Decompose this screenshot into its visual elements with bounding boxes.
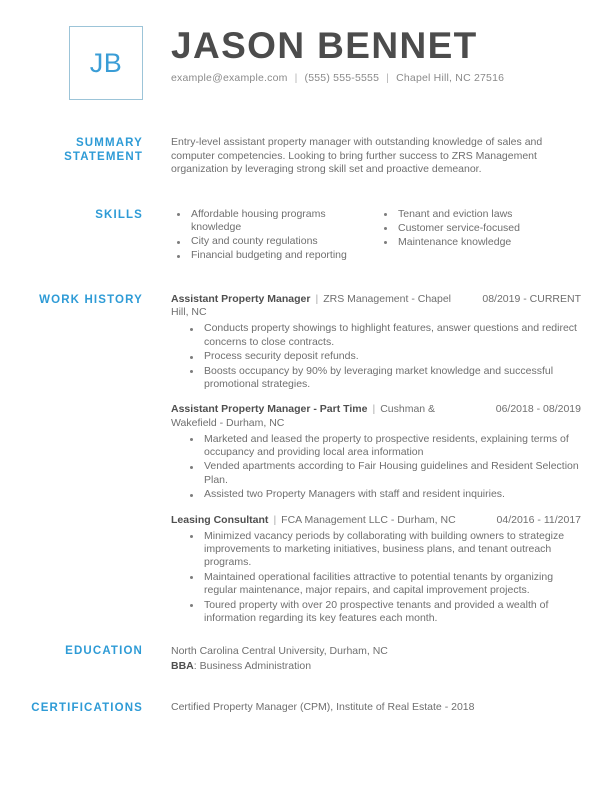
job-company: ZRS Management - Chapel Hill, NC: [171, 293, 452, 319]
education-degree: [171, 659, 581, 674]
monogram-initials: JB: [89, 47, 123, 78]
list-item: Maintained operational facilities attractive to potential tenants by organizing regular maintenance, major repairs, and capital improvement projects.: [171, 571, 581, 598]
education-degree-field: : Business Administration: [193, 660, 312, 672]
contact-line: [171, 72, 504, 84]
job-title: Assistant Property Manager - Part Time: [171, 403, 368, 416]
job-header: [171, 403, 581, 430]
job-title: Assistant Property Manager: [171, 293, 311, 305]
job-company: FCA Management LLC - Durham, NC: [281, 513, 456, 526]
resume-header: [0, 0, 612, 118]
work-history-entry: [171, 514, 581, 626]
job-dates: 06/2018 - 08/2019: [495, 403, 581, 416]
list-item: Tenant and eviction laws: [376, 208, 581, 221]
contact-email: example@example.com: [171, 72, 288, 84]
list-item: Marketed and leased the property to prospective residents, explaining terms of occupancy and providing local area information: [171, 433, 581, 460]
skills-list-right: [376, 208, 581, 249]
list-item: Customer service-focused: [376, 222, 581, 235]
job-header: [171, 514, 581, 527]
work-history-entry: [171, 403, 581, 501]
section-label-summary-line2: STATEMENT: [64, 151, 143, 163]
list-item: Financial budgeting and reporting: [171, 249, 376, 262]
job-bullets: [171, 530, 581, 626]
job-separator: |: [372, 403, 376, 416]
certification-text: Certified Property Manager (CPM), Institute of Real Estate - 2018: [171, 701, 475, 713]
section-label-work-history: WORK HISTORY: [39, 294, 143, 306]
job-title: Leasing Consultant: [171, 513, 269, 526]
list-item: Process security deposit refunds.: [171, 350, 581, 363]
section-label-certifications: CERTIFICATIONS: [31, 702, 143, 714]
list-item: Boosts occupancy by 90% by leveraging market knowledge and successful promotional strategies.: [171, 365, 581, 392]
education-degree-label: BBA: [171, 660, 194, 672]
job-company: Cushman & Wakefield - Durham, NC: [171, 403, 436, 429]
skills-column-right: [376, 208, 581, 263]
job-separator: |: [273, 513, 277, 526]
section-body-skills: [171, 208, 581, 263]
list-item: Assisted two Property Managers with staff and resident inquiries.: [171, 488, 581, 501]
section-label-education: EDUCATION: [65, 645, 143, 657]
job-dates: 04/2016 - 11/2017: [496, 513, 581, 526]
section-body-education: [171, 644, 581, 674]
education-school: North Carolina Central University, Durham, NC: [171, 645, 388, 657]
list-item: Affordable housing programs knowledge: [171, 208, 376, 235]
contact-separator-1: |: [294, 72, 298, 84]
section-label-skills: SKILLS: [95, 209, 143, 221]
section-label-summary-line1: SUMMARY: [75, 137, 143, 149]
skills-list-left: [171, 208, 376, 263]
job-bullets: [171, 322, 581, 391]
page-title: JASON BENNET: [171, 25, 478, 66]
list-item: Minimized vacancy periods by collaborating with building owners to strategize improvements to marketing initiatives, business plans, and tenant outreach programs.: [171, 530, 581, 570]
monogram-box: [69, 26, 143, 100]
work-history-entry: [171, 293, 581, 391]
job-dates: 08/2019 - CURRENT: [482, 293, 581, 305]
summary-text: Entry-level assistant property manager with outstanding knowledge of sales and computer competencies. Looking to bring further success to ZRS Management organization by leveraging strong skill set and proactive demeanor.: [171, 136, 543, 176]
list-item: City and county regulations: [171, 235, 376, 248]
contact-location: Chapel Hill, NC 27516: [396, 72, 505, 84]
job-header: [171, 293, 581, 320]
section-label-summary: [0, 136, 143, 164]
section-body-certifications: [171, 701, 581, 714]
contact-phone: (555) 555-5555: [304, 72, 380, 84]
section-body-work-history: [171, 293, 581, 626]
list-item: Toured property with over 20 prospective tenants and provided a wealth of information regarding its key features each month.: [171, 599, 581, 626]
list-item: Maintenance knowledge: [376, 236, 581, 249]
list-item: Conducts property showings to highlight features, answer questions and redirect concerns to close contracts.: [171, 322, 581, 349]
section-body-summary: [171, 136, 581, 177]
contact-separator-2: |: [386, 72, 390, 84]
list-item: Vended apartments according to Fair Housing guidelines and Resident Selection Plan.: [171, 460, 581, 487]
job-bullets: [171, 433, 581, 502]
job-separator: |: [315, 293, 319, 305]
skills-column-left: [171, 208, 376, 263]
